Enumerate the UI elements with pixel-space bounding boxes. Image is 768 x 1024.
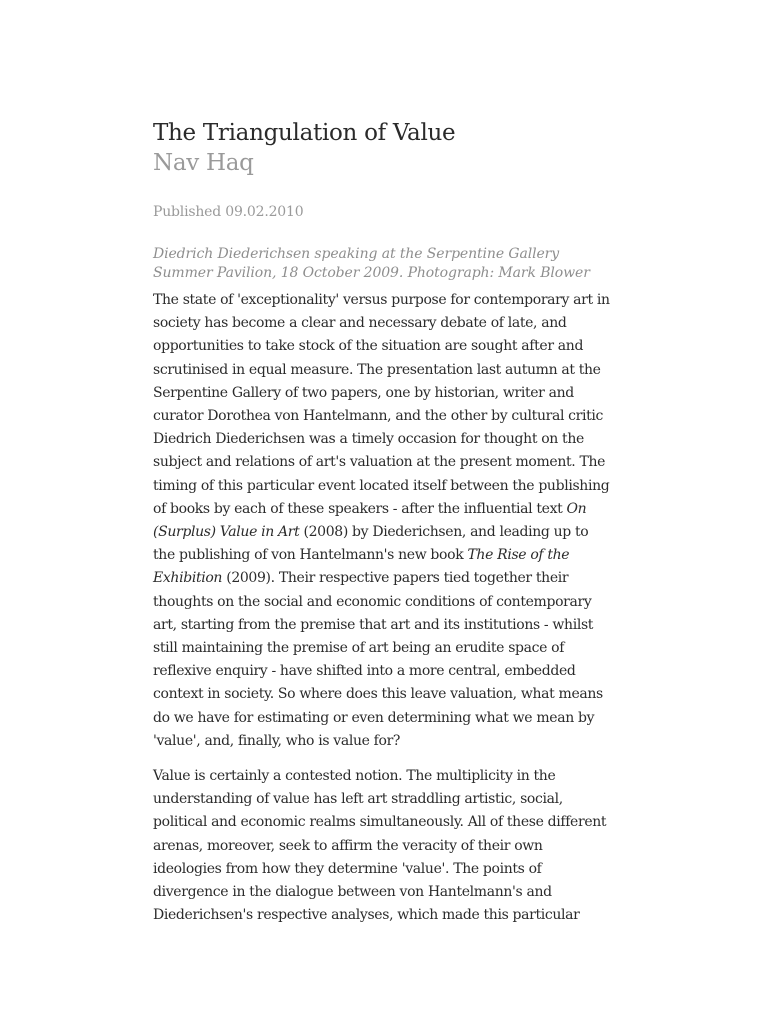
paragraph-line: [153, 428, 653, 451]
text-segment: (2009). Their respective papers tied together their: [222, 570, 569, 587]
text-segment: opportunities to take stock of the situation are sought after and: [153, 338, 584, 355]
text-segment: arenas, moreover, seek to affirm the veracity of their own: [153, 837, 543, 854]
text-segment: Serpentine Gallery of two papers, one by historian, writer and: [153, 384, 574, 401]
paragraph-line: [153, 405, 653, 428]
caption-line: Diedrich Diederichsen speaking at the Serpentine Gallery: [153, 246, 560, 262]
text-segment: reflexive enquiry - have shifted into a more central, embedded: [153, 663, 576, 680]
text-segment: context in society. So where does this leave valuation, what means: [153, 686, 603, 703]
text-segment: the publishing of von Hantelmann's new book: [153, 547, 468, 564]
paragraph-line: [153, 289, 653, 312]
text-segment: 'value', and, finally, who is value for?: [153, 732, 401, 749]
paragraph-line: [153, 475, 653, 498]
article-author[interactable]: Nav Haq: [153, 150, 254, 176]
article-body: [153, 289, 653, 927]
paragraph-line: [153, 591, 653, 614]
paragraph-line: [153, 835, 653, 858]
paragraph-line: [153, 451, 653, 474]
paragraph-line: [153, 312, 653, 335]
paragraph-line: [153, 544, 653, 567]
paragraph-line: [153, 904, 653, 927]
text-segment: still maintaining the premise of art being an erudite space of: [153, 640, 565, 657]
photo-caption: [153, 245, 653, 283]
paragraph-line: [153, 382, 653, 405]
text-segment: Diederichsen's respective analyses, which made this particular: [153, 907, 580, 924]
paragraph-line: [153, 498, 653, 521]
paragraph-line: [153, 730, 653, 753]
text-segment: of books by each of these speakers - after the influential text: [153, 500, 567, 517]
paragraph-line: [153, 660, 653, 683]
caption-line: Summer Pavilion, 18 October 2009. Photograph: Mark Blower: [153, 265, 590, 281]
text-segment: divergence in the dialogue between von Hantelmann's and: [153, 884, 552, 901]
body-paragraph: [153, 289, 653, 753]
text-segment: ideologies from how they determine 'value'. The points of: [153, 860, 542, 877]
text-segment: Value is certainly a contested notion. The multiplicity in the: [153, 768, 556, 785]
text-segment: subject and relations of art's valuation at the present moment. The: [153, 454, 606, 471]
text-segment: art, starting from the premise that art and its institutions - whilst: [153, 616, 594, 633]
paragraph-line: [153, 683, 653, 706]
italic-title-text: On: [566, 500, 587, 517]
italic-title-text: The Rise of the: [467, 547, 570, 564]
text-segment: Diedrich Diederichsen was a timely occasion for thought on the: [153, 431, 584, 448]
text-segment: curator Dorothea von Hantelmann, and the other by cultural critic: [153, 408, 604, 425]
italic-title-text: Exhibition: [153, 570, 223, 587]
paragraph-line: [153, 614, 653, 637]
paragraph-line: [153, 707, 653, 730]
paragraph-line: [153, 811, 653, 834]
text-segment: timing of this particular event located itself between the publishing: [153, 477, 610, 494]
paragraph-line: [153, 567, 653, 590]
article: [153, 118, 653, 939]
paragraph-line: [153, 359, 653, 382]
text-segment: society has become a clear and necessary debate of late, and: [153, 315, 567, 332]
text-segment: do we have for estimating or even determining what we mean by: [153, 709, 595, 726]
text-segment: thoughts on the social and economic conditions of contemporary: [153, 593, 592, 610]
text-segment: political and economic realms simultaneously. All of these different: [153, 814, 607, 831]
paragraph-line: [153, 881, 653, 904]
paragraph-line: [153, 637, 653, 660]
paragraph-line: [153, 858, 653, 881]
paragraph-line: [153, 765, 653, 788]
body-paragraph: [153, 765, 653, 927]
article-title: The Triangulation of Value: [153, 120, 456, 146]
published-date: Published 09.02.2010: [153, 204, 304, 220]
italic-title-text: (Surplus) Value in Art: [153, 524, 300, 541]
text-segment: scrutinised in equal measure. The presentation last autumn at the: [153, 361, 601, 378]
text-segment: understanding of value has left art straddling artistic, social,: [153, 791, 563, 808]
text-segment: The state of 'exceptionality' versus purpose for contemporary art in: [153, 292, 610, 308]
text-segment: (2008) by Diederichsen, and leading up to: [299, 524, 589, 541]
paragraph-line: [153, 521, 653, 544]
paragraph-line: [153, 335, 653, 358]
paragraph-line: [153, 788, 653, 811]
